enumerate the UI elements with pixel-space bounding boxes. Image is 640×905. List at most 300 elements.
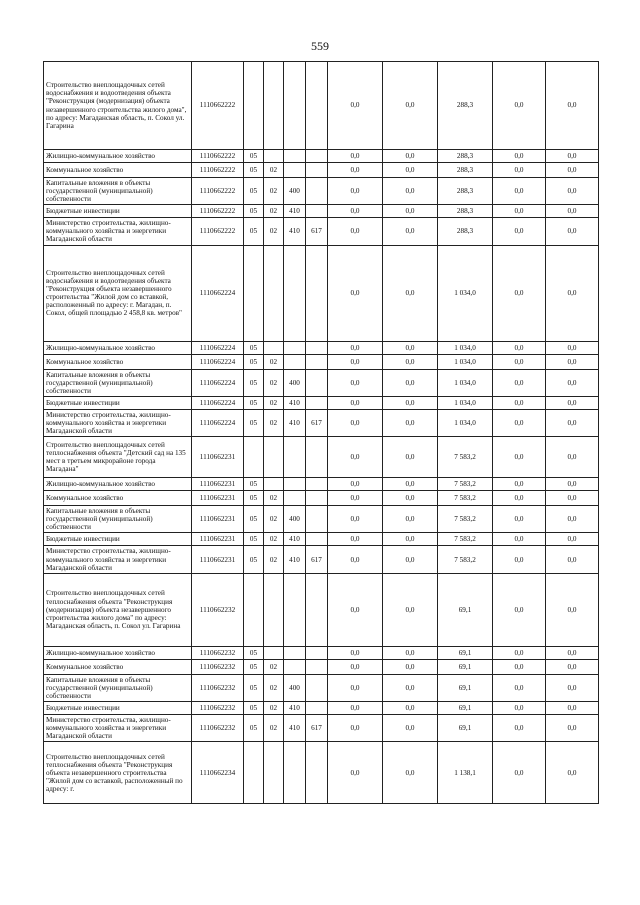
administrator-cell	[306, 491, 328, 506]
amount-2-cell: 0,0	[383, 163, 438, 178]
table-row	[44, 742, 599, 804]
amount-4-cell: 0,0	[493, 163, 546, 178]
amount-4-cell: 0,0	[493, 150, 546, 163]
administrator-cell	[306, 701, 328, 714]
row-name-cell: Жилищно-коммунальное хозяйство	[44, 646, 192, 659]
section-cell: 05	[244, 409, 264, 436]
subsection-cell: 02	[264, 506, 284, 533]
section-cell: 05	[244, 701, 264, 714]
table-row	[44, 437, 599, 478]
amount-5-cell: 0,0	[546, 742, 599, 804]
amount-3-cell: 1 034,0	[438, 245, 493, 341]
table-row	[44, 396, 599, 409]
amount-2-cell: 0,0	[383, 546, 438, 573]
row-name-cell: Жилищно-коммунальное хозяйство	[44, 150, 192, 163]
amount-3-cell: 7 583,2	[438, 491, 493, 506]
administrator-cell: 617	[306, 409, 328, 436]
amount-2-cell: 0,0	[383, 742, 438, 804]
amount-3-cell: 69,1	[438, 674, 493, 701]
amount-5-cell: 0,0	[546, 341, 599, 354]
row-name-cell: Капитальные вложения в объекты государственной (муниципальной) собственности	[44, 369, 192, 396]
amount-5-cell: 0,0	[546, 714, 599, 741]
expense-type-cell	[284, 150, 306, 163]
target-code-cell: 1110662222	[192, 205, 244, 218]
subsection-cell	[264, 478, 284, 491]
section-cell: 05	[244, 396, 264, 409]
subsection-cell	[264, 245, 284, 341]
section-cell: 05	[244, 218, 264, 245]
amount-2-cell: 0,0	[383, 478, 438, 491]
row-name-cell: Министерство строительства, жилищно-коммунального хозяйства и энергетики Магаданской области	[44, 714, 192, 741]
row-name-cell: Капитальные вложения в объекты государственной (муниципальной) собственности	[44, 506, 192, 533]
row-name-cell: Министерство строительства, жилищно-коммунального хозяйства и энергетики Магаданской области	[44, 409, 192, 436]
amount-5-cell: 0,0	[546, 369, 599, 396]
amount-1-cell: 0,0	[328, 205, 383, 218]
target-code-cell: 1110662231	[192, 478, 244, 491]
expense-type-cell	[284, 573, 306, 646]
section-cell: 05	[244, 341, 264, 354]
amount-2-cell: 0,0	[383, 714, 438, 741]
table-row	[44, 533, 599, 546]
expense-type-cell: 410	[284, 714, 306, 741]
amount-2-cell: 0,0	[383, 533, 438, 546]
amount-1-cell: 0,0	[328, 533, 383, 546]
row-name-cell: Бюджетные инвестиции	[44, 396, 192, 409]
table-row	[44, 506, 599, 533]
target-code-cell: 1110662232	[192, 659, 244, 674]
amount-2-cell: 0,0	[383, 674, 438, 701]
administrator-cell	[306, 163, 328, 178]
amount-4-cell: 0,0	[493, 369, 546, 396]
section-cell: 05	[244, 546, 264, 573]
amount-4-cell: 0,0	[493, 533, 546, 546]
row-name-cell: Строительство внеплощадочных сетей водоснабжения и водоотведения объекта "Реконструкция (модернизация) объекта незавершенного строительства жилого дома", по адресу: Магаданская область, п. Сокол ул. Гагарина	[44, 62, 192, 150]
amount-3-cell: 69,1	[438, 701, 493, 714]
amount-5-cell: 0,0	[546, 205, 599, 218]
row-name-cell: Строительство внеплощадочных сетей водоснабжения и водоотведения объекта "Реконструкция объекта незавершенного строительства "Жилой дом со вставкой, расположенный по адресу: г. Магадан, п. Сокол, общей площадью 2 458,8 кв. метров"	[44, 245, 192, 341]
subsection-cell	[264, 341, 284, 354]
expense-type-cell: 400	[284, 178, 306, 205]
target-code-cell: 1110662232	[192, 714, 244, 741]
amount-3-cell: 69,1	[438, 714, 493, 741]
administrator-cell	[306, 396, 328, 409]
amount-4-cell: 0,0	[493, 437, 546, 478]
administrator-cell	[306, 533, 328, 546]
table-row	[44, 245, 599, 341]
subsection-cell: 02	[264, 218, 284, 245]
table-row	[44, 205, 599, 218]
row-name-cell: Бюджетные инвестиции	[44, 205, 192, 218]
amount-2-cell: 0,0	[383, 409, 438, 436]
amount-3-cell: 69,1	[438, 646, 493, 659]
target-code-cell: 1110662224	[192, 409, 244, 436]
expense-type-cell	[284, 491, 306, 506]
section-cell: 05	[244, 478, 264, 491]
administrator-cell	[306, 742, 328, 804]
administrator-cell	[306, 437, 328, 478]
table-row	[44, 646, 599, 659]
amount-3-cell: 7 583,2	[438, 533, 493, 546]
amount-5-cell: 0,0	[546, 437, 599, 478]
expense-type-cell	[284, 437, 306, 478]
subsection-cell	[264, 646, 284, 659]
amount-4-cell: 0,0	[493, 341, 546, 354]
amount-1-cell: 0,0	[328, 369, 383, 396]
amount-5-cell: 0,0	[546, 163, 599, 178]
amount-5-cell: 0,0	[546, 701, 599, 714]
amount-4-cell: 0,0	[493, 491, 546, 506]
amount-4-cell: 0,0	[493, 742, 546, 804]
subsection-cell: 02	[264, 701, 284, 714]
administrator-cell: 617	[306, 546, 328, 573]
subsection-cell: 02	[264, 533, 284, 546]
table-row	[44, 491, 599, 506]
amount-1-cell: 0,0	[328, 506, 383, 533]
row-name-cell: Коммунальное хозяйство	[44, 354, 192, 369]
amount-2-cell: 0,0	[383, 178, 438, 205]
target-code-cell: 1110662222	[192, 218, 244, 245]
administrator-cell: 617	[306, 714, 328, 741]
subsection-cell: 02	[264, 369, 284, 396]
amount-1-cell: 0,0	[328, 354, 383, 369]
amount-3-cell: 1 034,0	[438, 409, 493, 436]
subsection-cell	[264, 573, 284, 646]
target-code-cell: 1110662231	[192, 533, 244, 546]
amount-2-cell: 0,0	[383, 646, 438, 659]
amount-1-cell: 0,0	[328, 437, 383, 478]
amount-2-cell: 0,0	[383, 62, 438, 150]
section-cell: 05	[244, 533, 264, 546]
expense-type-cell: 400	[284, 369, 306, 396]
amount-3-cell: 69,1	[438, 659, 493, 674]
target-code-cell: 1110662232	[192, 701, 244, 714]
amount-2-cell: 0,0	[383, 701, 438, 714]
administrator-cell: 617	[306, 218, 328, 245]
amount-3-cell: 1 034,0	[438, 354, 493, 369]
target-code-cell: 1110662224	[192, 369, 244, 396]
amount-3-cell: 1 034,0	[438, 369, 493, 396]
amount-3-cell: 7 583,2	[438, 546, 493, 573]
expense-type-cell: 410	[284, 409, 306, 436]
amount-1-cell: 0,0	[328, 163, 383, 178]
target-code-cell: 1110662232	[192, 674, 244, 701]
expense-type-cell: 400	[284, 674, 306, 701]
target-code-cell: 1110662224	[192, 341, 244, 354]
section-cell: 05	[244, 659, 264, 674]
administrator-cell	[306, 369, 328, 396]
amount-2-cell: 0,0	[383, 218, 438, 245]
amount-5-cell: 0,0	[546, 573, 599, 646]
section-cell: 05	[244, 150, 264, 163]
row-name-cell: Бюджетные инвестиции	[44, 533, 192, 546]
amount-3-cell: 7 583,2	[438, 506, 493, 533]
subsection-cell: 02	[264, 546, 284, 573]
amount-3-cell: 1 034,0	[438, 341, 493, 354]
row-name-cell: Жилищно-коммунальное хозяйство	[44, 478, 192, 491]
table-row	[44, 341, 599, 354]
amount-3-cell: 7 583,2	[438, 478, 493, 491]
amount-5-cell: 0,0	[546, 409, 599, 436]
expense-type-cell	[284, 62, 306, 150]
table-row	[44, 674, 599, 701]
amount-1-cell: 0,0	[328, 245, 383, 341]
section-cell: 05	[244, 674, 264, 701]
amount-2-cell: 0,0	[383, 369, 438, 396]
table-row	[44, 478, 599, 491]
amount-2-cell: 0,0	[383, 150, 438, 163]
amount-1-cell: 0,0	[328, 701, 383, 714]
section-cell	[244, 245, 264, 341]
amount-4-cell: 0,0	[493, 659, 546, 674]
administrator-cell	[306, 674, 328, 701]
amount-4-cell: 0,0	[493, 714, 546, 741]
amount-5-cell: 0,0	[546, 150, 599, 163]
target-code-cell: 1110662231	[192, 506, 244, 533]
amount-3-cell: 288,3	[438, 62, 493, 150]
amount-3-cell: 288,3	[438, 218, 493, 245]
amount-4-cell: 0,0	[493, 409, 546, 436]
amount-1-cell: 0,0	[328, 396, 383, 409]
row-name-cell: Строительство внеплощадочных сетей теплоснабжения объекта "Реконструкция (модернизация) объекта незавершенного строительства жилого дома" по адресу: Магаданская область, п. Сокол ул. Гагарина	[44, 573, 192, 646]
section-cell: 05	[244, 646, 264, 659]
amount-2-cell: 0,0	[383, 491, 438, 506]
amount-5-cell: 0,0	[546, 546, 599, 573]
administrator-cell	[306, 150, 328, 163]
amount-5-cell: 0,0	[546, 659, 599, 674]
subsection-cell	[264, 150, 284, 163]
amount-1-cell: 0,0	[328, 178, 383, 205]
amount-5-cell: 0,0	[546, 218, 599, 245]
amount-4-cell: 0,0	[493, 354, 546, 369]
amount-4-cell: 0,0	[493, 205, 546, 218]
amount-4-cell: 0,0	[493, 546, 546, 573]
amount-4-cell: 0,0	[493, 506, 546, 533]
amount-5-cell: 0,0	[546, 396, 599, 409]
subsection-cell: 02	[264, 163, 284, 178]
subsection-cell	[264, 437, 284, 478]
table-row	[44, 354, 599, 369]
row-name-cell: Строительство внеплощадочных сетей теплоснабжения объекта "Реконструкция объекта незавершенного строительства "Жилой дом со вставкой, расположенный по адресу: г.	[44, 742, 192, 804]
section-cell: 05	[244, 714, 264, 741]
table-row	[44, 178, 599, 205]
administrator-cell	[306, 62, 328, 150]
amount-1-cell: 0,0	[328, 478, 383, 491]
amount-2-cell: 0,0	[383, 573, 438, 646]
amount-4-cell: 0,0	[493, 245, 546, 341]
amount-1-cell: 0,0	[328, 714, 383, 741]
target-code-cell: 1110662222	[192, 62, 244, 150]
target-code-cell: 1110662224	[192, 354, 244, 369]
amount-2-cell: 0,0	[383, 205, 438, 218]
subsection-cell: 02	[264, 178, 284, 205]
amount-3-cell: 288,3	[438, 178, 493, 205]
expense-type-cell: 410	[284, 533, 306, 546]
row-name-cell: Коммунальное хозяйство	[44, 659, 192, 674]
administrator-cell	[306, 245, 328, 341]
target-code-cell: 1110662222	[192, 178, 244, 205]
expense-type-cell: 410	[284, 396, 306, 409]
section-cell: 05	[244, 369, 264, 396]
table-row	[44, 150, 599, 163]
amount-3-cell: 7 583,2	[438, 437, 493, 478]
amount-1-cell: 0,0	[328, 409, 383, 436]
amount-2-cell: 0,0	[383, 354, 438, 369]
budget-table	[43, 61, 599, 804]
amount-5-cell: 0,0	[546, 491, 599, 506]
section-cell: 05	[244, 506, 264, 533]
table-row	[44, 62, 599, 150]
section-cell	[244, 437, 264, 478]
section-cell: 05	[244, 178, 264, 205]
amount-4-cell: 0,0	[493, 646, 546, 659]
amount-1-cell: 0,0	[328, 573, 383, 646]
administrator-cell	[306, 646, 328, 659]
section-cell	[244, 742, 264, 804]
target-code-cell: 1110662222	[192, 163, 244, 178]
row-name-cell: Коммунальное хозяйство	[44, 491, 192, 506]
amount-1-cell: 0,0	[328, 674, 383, 701]
subsection-cell: 02	[264, 409, 284, 436]
expense-type-cell: 410	[284, 218, 306, 245]
expense-type-cell	[284, 341, 306, 354]
table-body	[44, 62, 599, 804]
amount-5-cell: 0,0	[546, 245, 599, 341]
amount-5-cell: 0,0	[546, 506, 599, 533]
administrator-cell	[306, 178, 328, 205]
amount-3-cell: 69,1	[438, 573, 493, 646]
target-code-cell: 1110662231	[192, 437, 244, 478]
expense-type-cell	[284, 354, 306, 369]
table-row	[44, 573, 599, 646]
amount-1-cell: 0,0	[328, 742, 383, 804]
administrator-cell	[306, 354, 328, 369]
amount-1-cell: 0,0	[328, 659, 383, 674]
amount-5-cell: 0,0	[546, 178, 599, 205]
expense-type-cell	[284, 478, 306, 491]
amount-5-cell: 0,0	[546, 354, 599, 369]
subsection-cell	[264, 62, 284, 150]
table-row	[44, 369, 599, 396]
target-code-cell: 1110662232	[192, 573, 244, 646]
row-name-cell: Капитальные вложения в объекты государственной (муниципальной) собственности	[44, 674, 192, 701]
amount-4-cell: 0,0	[493, 478, 546, 491]
subsection-cell: 02	[264, 674, 284, 701]
subsection-cell: 02	[264, 659, 284, 674]
amount-5-cell: 0,0	[546, 646, 599, 659]
amount-2-cell: 0,0	[383, 341, 438, 354]
amount-5-cell: 0,0	[546, 478, 599, 491]
amount-2-cell: 0,0	[383, 659, 438, 674]
administrator-cell	[306, 659, 328, 674]
subsection-cell: 02	[264, 396, 284, 409]
administrator-cell	[306, 506, 328, 533]
row-name-cell: Министерство строительства, жилищно-коммунального хозяйства и энергетики Магаданской области	[44, 218, 192, 245]
target-code-cell: 1110662222	[192, 150, 244, 163]
amount-4-cell: 0,0	[493, 674, 546, 701]
section-cell: 05	[244, 491, 264, 506]
amount-2-cell: 0,0	[383, 437, 438, 478]
row-name-cell: Министерство строительства, жилищно-коммунального хозяйства и энергетики Магаданской области	[44, 546, 192, 573]
page-number: 559	[311, 39, 329, 53]
row-name-cell: Жилищно-коммунальное хозяйство	[44, 341, 192, 354]
amount-1-cell: 0,0	[328, 646, 383, 659]
subsection-cell: 02	[264, 205, 284, 218]
administrator-cell	[306, 478, 328, 491]
subsection-cell: 02	[264, 354, 284, 369]
row-name-cell: Коммунальное хозяйство	[44, 163, 192, 178]
amount-3-cell: 288,3	[438, 163, 493, 178]
subsection-cell: 02	[264, 491, 284, 506]
expense-type-cell: 410	[284, 205, 306, 218]
amount-3-cell: 288,3	[438, 150, 493, 163]
expense-type-cell: 400	[284, 506, 306, 533]
amount-1-cell: 0,0	[328, 62, 383, 150]
amount-4-cell: 0,0	[493, 218, 546, 245]
table-row	[44, 701, 599, 714]
amount-5-cell: 0,0	[546, 674, 599, 701]
subsection-cell: 02	[264, 714, 284, 741]
expense-type-cell: 410	[284, 546, 306, 573]
administrator-cell	[306, 341, 328, 354]
table-row	[44, 409, 599, 436]
administrator-cell	[306, 205, 328, 218]
amount-4-cell: 0,0	[493, 396, 546, 409]
amount-1-cell: 0,0	[328, 341, 383, 354]
subsection-cell	[264, 742, 284, 804]
administrator-cell	[306, 573, 328, 646]
amount-4-cell: 0,0	[493, 573, 546, 646]
amount-4-cell: 0,0	[493, 178, 546, 205]
amount-2-cell: 0,0	[383, 396, 438, 409]
expense-type-cell	[284, 742, 306, 804]
table-row	[44, 659, 599, 674]
amount-2-cell: 0,0	[383, 506, 438, 533]
amount-5-cell: 0,0	[546, 533, 599, 546]
expense-type-cell	[284, 245, 306, 341]
amount-4-cell: 0,0	[493, 701, 546, 714]
amount-3-cell: 1 138,1	[438, 742, 493, 804]
amount-3-cell: 1 034,0	[438, 396, 493, 409]
amount-1-cell: 0,0	[328, 491, 383, 506]
section-cell: 05	[244, 354, 264, 369]
table-row	[44, 546, 599, 573]
amount-1-cell: 0,0	[328, 218, 383, 245]
table-row	[44, 163, 599, 178]
target-code-cell: 1110662232	[192, 646, 244, 659]
target-code-cell: 1110662231	[192, 491, 244, 506]
amount-1-cell: 0,0	[328, 546, 383, 573]
expense-type-cell	[284, 646, 306, 659]
table-row	[44, 218, 599, 245]
target-code-cell: 1110662234	[192, 742, 244, 804]
section-cell: 05	[244, 163, 264, 178]
amount-3-cell: 288,3	[438, 205, 493, 218]
target-code-cell: 1110662224	[192, 396, 244, 409]
section-cell	[244, 62, 264, 150]
row-name-cell: Капитальные вложения в объекты государственной (муниципальной) собственности	[44, 178, 192, 205]
expense-type-cell: 410	[284, 701, 306, 714]
expense-type-cell	[284, 659, 306, 674]
row-name-cell: Бюджетные инвестиции	[44, 701, 192, 714]
row-name-cell: Строительство внеплощадочных сетей теплоснабжения объекта "Детский сад на 135 мест в третьем микрорайоне города Магадана"	[44, 437, 192, 478]
amount-5-cell: 0,0	[546, 62, 599, 150]
expense-type-cell	[284, 163, 306, 178]
target-code-cell: 1110662231	[192, 546, 244, 573]
section-cell	[244, 573, 264, 646]
amount-4-cell: 0,0	[493, 62, 546, 150]
section-cell: 05	[244, 205, 264, 218]
amount-1-cell: 0,0	[328, 150, 383, 163]
